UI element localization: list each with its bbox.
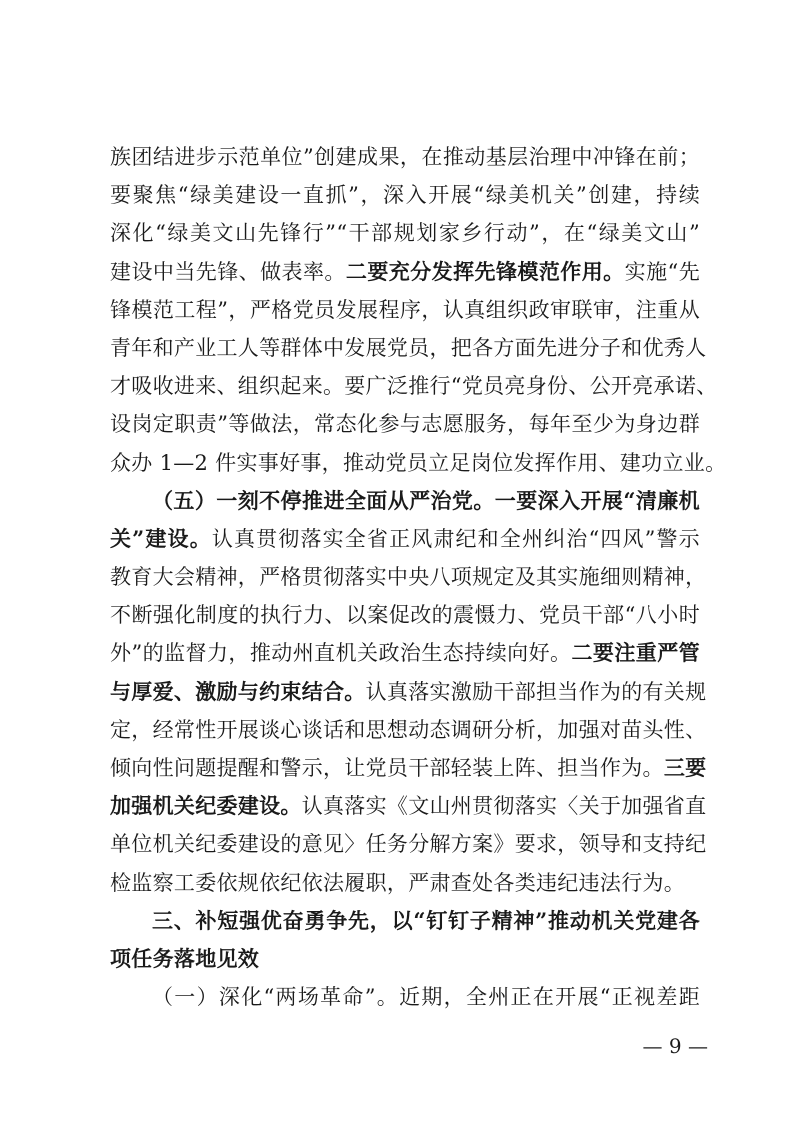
plain-text: 建设中当先锋、做表率。 (110, 259, 346, 284)
text-line: 单位机关纪委建设的意见〉任务分解方案》要求，领导和支持纪 (110, 832, 707, 857)
text-line: 检监察工委依规依纪依法履职，严肃查处各类违纪违法行为。 (110, 870, 686, 895)
bold-heading: 关”建设。 (110, 525, 212, 551)
section-heading: 项任务落地见效 (110, 945, 260, 971)
text-line (110, 634, 700, 672)
plain-text: 倾向性问题提醒和警示，让党员干部轻装上阵、担当作为。 (110, 756, 664, 780)
bold-heading: 三要 (663, 755, 707, 780)
plain-text: 认真落实《文山州贯彻落实〈关于加强省直 (301, 794, 707, 819)
text-line: 教育大会精神，严格贯彻落实中央八项规定及其实施细则精神， (110, 565, 707, 590)
text-line: 众办 1—2 件实事好事，推动党员立足岗位发挥作用、建功立业。 (110, 450, 727, 475)
text-line (110, 673, 707, 711)
section-heading: 三、补短强优奋勇争先，以“钉钉子精神”推动机关党建各 (152, 907, 700, 933)
bold-heading: 与厚爱、激励与约束结合。 (110, 678, 366, 704)
bold-heading: 二要充分发挥先锋模范作用。 (345, 258, 625, 284)
bold-heading: 加强机关纪委建设。 (110, 793, 302, 819)
text-line: 要聚焦“绿美建设一直抓”，深入开展“绿美机关”创建，持续 (110, 183, 700, 208)
plain-text: 实施“先 (624, 259, 700, 284)
plain-text: 认真落实激励干部担当作为的有关规 (365, 679, 707, 704)
text-line (110, 787, 707, 825)
text-line: 青年和产业工人等群体中发展党员，把各方面先进分子和优秀人 (110, 335, 707, 360)
plain-text: 认真贯彻落实全省正风肃纪和全州纠治“四风”警示 (211, 526, 700, 551)
bold-heading: （五）一刻不停推进全面从严治党。 (152, 487, 495, 513)
document-body (110, 138, 727, 1016)
text-line: 族团结进步示范单位”创建成果，在推动基层治理中冲锋在前； (110, 145, 700, 169)
text-line: 设岗定职责”等做法，常态化参与志愿服务，每年至少为身边群 (110, 412, 700, 437)
text-line: 才吸收进来、组织起来。要广泛推行“党员亮身份、公开亮承诺、 (110, 374, 718, 399)
plain-text: 外”的监督力，推动州直机关政治生态持续向好。 (110, 641, 572, 666)
text-line: 不断强化制度的执行力、以案促改的震慑力、党员干部“八小时 (110, 603, 700, 628)
text-line: （一）深化“两场革命”。近期，全州正在开展“正视差距 (152, 985, 700, 1010)
text-line (110, 520, 700, 558)
text-line (110, 253, 700, 291)
bold-heading: 二要注重严管 (571, 640, 700, 666)
text-line: 定，经常性开展谈心谈话和思想动态调研分析，加强对苗头性、 (110, 717, 707, 742)
text-line: 深化“绿美文山先锋行”“干部规划家乡行动”，在“绿美文山” (110, 221, 700, 246)
page-number: — 9 — (642, 1034, 708, 1058)
bold-heading: 一要深入开展“清廉机 (494, 487, 700, 513)
text-line (110, 482, 700, 520)
text-line (110, 749, 707, 787)
text-line: 锋模范工程”，严格党员发展程序，认真组织政审联审，注重从 (110, 297, 700, 322)
